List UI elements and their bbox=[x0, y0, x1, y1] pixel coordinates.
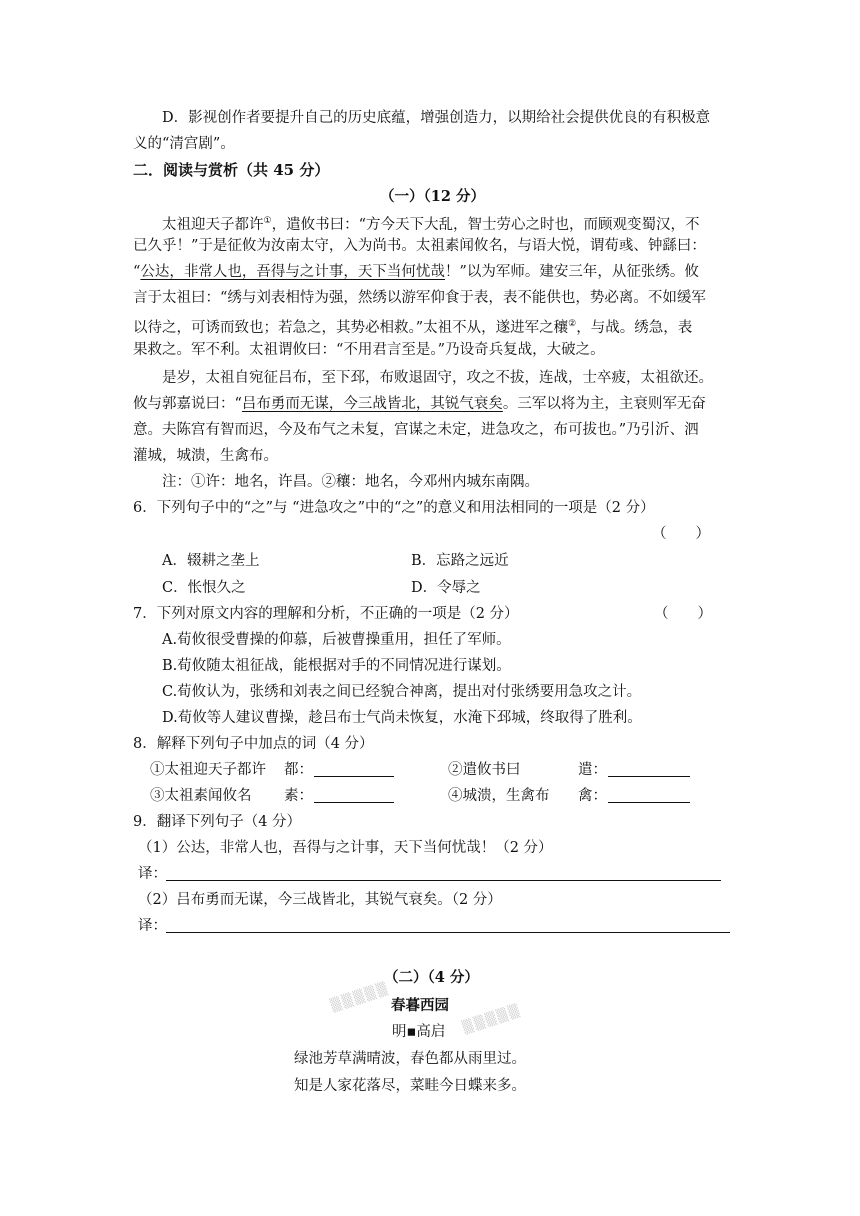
poem-line-1: 绿池芳草满晴波，春色都从雨里过。 bbox=[294, 1051, 526, 1067]
q9-translate-line-1[interactable] bbox=[166, 880, 721, 881]
section-title: 二．阅读与赏析（共 45 分） bbox=[133, 161, 330, 179]
q6-option-d[interactable]: D．令辱之 bbox=[411, 580, 481, 596]
q8-item-2-word: 遣： bbox=[578, 762, 607, 778]
q8-item-4-word: 禽： bbox=[578, 788, 607, 804]
q9-sentence-1: （1）公达，非常人也，吾得与之计事，天下当何忧哉！（2 分） bbox=[138, 840, 553, 856]
passage-line: 言于太祖曰：“绣与刘表相恃为强，然绣以游军仰食于表，表不能供也，势必离。不如缓军 bbox=[133, 290, 706, 306]
passage-line: 太祖迎天子都许①，遣攸书曰：“方今天下大乱，智士劳心之时也，而顾观变蜀汉，不 bbox=[162, 216, 700, 233]
passage-line: 攸与郭嘉说曰：“吕布勇而无谋，今三战皆北，其锐气衰矣。三军以将为主，主衰则军无奋 bbox=[133, 396, 706, 412]
footnotes: 注：①许：地名，许昌。②穰：地名，今邓州内城东南隅。 bbox=[162, 474, 539, 490]
watermark-stamp: ▒▒▒▒▒ bbox=[461, 1003, 523, 1036]
q8-item-4: ④城溃，生禽布 bbox=[448, 788, 550, 804]
q7-option-a[interactable]: A.荀攸很受曹操的仰慕，后被曹操重用，担任了军师。 bbox=[162, 632, 511, 648]
q8-item-1: ①太祖迎天子都许 bbox=[150, 762, 266, 778]
q6-answer-paren[interactable]: （ ） bbox=[652, 526, 710, 542]
q7-stem: 7．下列对原文内容的理解和分析，不正确的一项是（2 分） bbox=[133, 606, 519, 622]
q9-translate-line-2[interactable] bbox=[166, 932, 730, 933]
passage-line: 已久乎！”于是征攸为汝南太守，入为尚书。太祖素闻攸名，与语大悦，谓荀彧、钟繇曰： bbox=[133, 238, 706, 254]
passage-line: 意。夫陈宫有智而迟，今及布气之未复，宫谋之未定，进急攻之，布可拔也。”乃引沂、泗 bbox=[133, 422, 699, 438]
footnote-marker: ① bbox=[263, 216, 272, 226]
q9-sentence-2: （2）吕布勇而无谋，今三战皆北，其锐气衰矣。（2 分） bbox=[138, 892, 502, 908]
passage-line: 以待之，可诱而致也；若急之，其势必相救。”太祖不从，遂进军之穰②，与战。绣急，表 bbox=[133, 319, 693, 336]
q7-answer-paren[interactable]: （ ） bbox=[654, 606, 712, 622]
poem-title: 春暮西园 bbox=[391, 998, 449, 1014]
option-d-line2: 义的“清宫剧”。 bbox=[133, 136, 235, 152]
part1-title: （一）（12 分） bbox=[380, 188, 485, 205]
underlined-sentence-2: 吕布勇而无谋，今三战皆北，其锐气衰矣 bbox=[241, 396, 503, 412]
q6-option-b[interactable]: B．忘路之远近 bbox=[411, 553, 509, 569]
q7-option-d[interactable]: D.荀攸等人建议曹操，趁吕布士气尚未恢复，水淹下邳城，终取得了胜利。 bbox=[162, 710, 642, 726]
poem-line-2: 知是人家花落尽，菜畦今日蝶来多。 bbox=[294, 1078, 526, 1094]
passage-line: 果救之。军不利。太祖谓攸曰：“不用君言至是。”乃设奇兵复战，大破之。 bbox=[133, 342, 605, 358]
q8-item-2: ②遣攸书曰 bbox=[448, 762, 521, 778]
poem-author: 明▪高启 bbox=[392, 1024, 446, 1040]
q9-stem: 9．翻译下列句子（4 分） bbox=[133, 814, 302, 830]
passage-line: “公达，非常人也，吾得与之计事，天下当何忧哉！”以为军师。建安三年，从征张绣。攸 bbox=[133, 264, 699, 280]
q6-option-a[interactable]: A．辍耕之垄上 bbox=[162, 553, 260, 569]
q8-stem: 8．解释下列句子中加点的词（4 分） bbox=[133, 736, 374, 752]
passage-line: 灌城，城溃，生禽布。 bbox=[133, 448, 278, 464]
q6-option-c[interactable]: C．怅恨久之 bbox=[162, 580, 246, 596]
footnote-marker: ② bbox=[568, 319, 577, 329]
watermark-stamp: ▒▒▒▒▒ bbox=[329, 981, 391, 1014]
q8-item-3: ③太祖素闻攸名 bbox=[150, 788, 252, 804]
q6-stem: 6．下列句子中的“之”与 “进急攻之”中的“之”的意义和用法相同的一项是（2 分） bbox=[133, 500, 655, 516]
q9-translate-label-2: 译： bbox=[138, 918, 167, 934]
q8-item-1-blank[interactable] bbox=[314, 776, 394, 777]
q8-item-4-blank[interactable] bbox=[608, 802, 690, 803]
q7-option-c[interactable]: C.荀攸认为，张绣和刘表之间已经貌合神离，提出对付张绣要用急攻之计。 bbox=[162, 684, 642, 700]
part2-title: （二）（4 分） bbox=[384, 969, 479, 986]
q7-option-b[interactable]: B.荀攸随太祖征战，能根据对手的不同情况进行谋划。 bbox=[162, 658, 511, 674]
passage-line: 是岁，太祖自宛征吕布，至下邳，布败退固守，攻之不拔，连战，士卒疲，太祖欲还。 bbox=[162, 370, 713, 386]
option-d-line1: D．影视创作者要提升自己的历史底蕴，增强创造力，以期给社会提供优良的有积极意 bbox=[162, 110, 711, 126]
q8-item-3-blank[interactable] bbox=[314, 802, 394, 803]
underlined-sentence-1: 公达，非常人也，吾得与之计事，天下当何忧哉 bbox=[140, 264, 445, 280]
q8-item-2-blank[interactable] bbox=[608, 776, 690, 777]
q8-item-1-word: 都： bbox=[284, 762, 313, 778]
q9-translate-label-1: 译： bbox=[138, 866, 167, 882]
q8-item-3-word: 素： bbox=[284, 788, 313, 804]
